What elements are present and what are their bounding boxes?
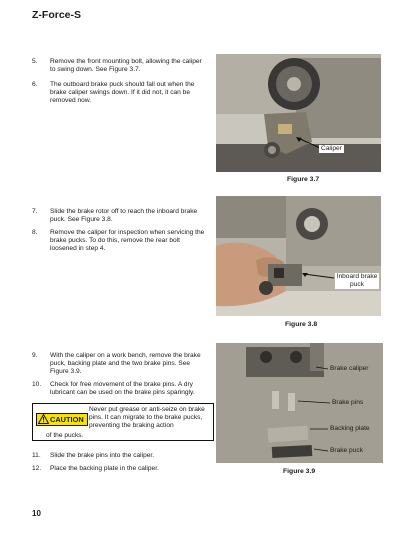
figure-3-9-label-brake-puck: Brake puck bbox=[330, 447, 363, 454]
step-number: 11. bbox=[32, 452, 41, 459]
figure-3-7-caption: Figure 3.7 bbox=[287, 176, 320, 183]
step-number: 8. bbox=[32, 229, 38, 236]
step-text: The outboard brake puck should fall out when the brake caliper swings down. If it did not, it can be removed now. bbox=[50, 81, 195, 104]
caution-badge bbox=[36, 413, 88, 426]
step-text: With the caliper on a work bench, remove the brake puck, backing plate and the two brake pins. See Figure 3.9. bbox=[50, 352, 201, 375]
figure-3-9-label-brake-pins: Brake pins bbox=[332, 399, 364, 406]
page-header-title: Z-Force-S bbox=[32, 9, 82, 21]
caution-text-tail: of the pucks. bbox=[46, 432, 84, 439]
step-text: Slide the brake rotor off to reach the inboard brake puck. See Figure 3.8. bbox=[50, 208, 198, 223]
figure-3-7-photo bbox=[216, 54, 381, 172]
step-number: 12. bbox=[32, 465, 42, 472]
step-number: 10. bbox=[32, 381, 42, 388]
figure-3-8-label-line: Inboard brake bbox=[336, 273, 378, 280]
step-text: Place the backing plate in the caliper. bbox=[50, 465, 159, 472]
step-text: Check for free movement of the brake pins. A dry lubricant can be used on the brake pins sparingly. bbox=[50, 381, 195, 396]
figure-3-9-label-backing-plate: Backing plate bbox=[330, 425, 370, 432]
page-number: 10 bbox=[32, 509, 41, 518]
step-number: 9. bbox=[32, 352, 38, 359]
step-number: 6. bbox=[32, 81, 38, 88]
caution-label: CAUTION bbox=[50, 415, 84, 424]
caution-text: Never put grease or anti-seize on brake pins. It can migrate to the brake pucks, preventing the braking action bbox=[89, 406, 205, 429]
figure-3-7-label-caliper: Caliper bbox=[321, 145, 342, 152]
step-number: 7. bbox=[32, 208, 38, 215]
figure-3-9-label-brake-caliper: Brake caliper bbox=[330, 365, 369, 372]
step-text: Slide the brake pins into the caliper. bbox=[50, 452, 155, 459]
figure-3-9-caption: Figure 3.9 bbox=[283, 468, 316, 475]
caution-box bbox=[32, 403, 214, 441]
step-text: Remove the caliper for inspection when servicing the brake pucks. To do this, remove the rear bolt loosened in step 4. bbox=[50, 229, 205, 252]
figure-3-8-label-line: puck bbox=[350, 281, 364, 288]
step-number: 5. bbox=[32, 58, 38, 65]
figure-3-8-photo bbox=[216, 196, 381, 316]
warning-icon bbox=[38, 414, 49, 427]
figure-3-8-caption: Figure 3.8 bbox=[285, 321, 318, 328]
figure-3-8-label-inboard-brake-puck bbox=[335, 273, 379, 289]
step-text: Remove the front mounting bolt, allowing the caliper to swing down. See Figure 3.7. bbox=[50, 58, 202, 73]
